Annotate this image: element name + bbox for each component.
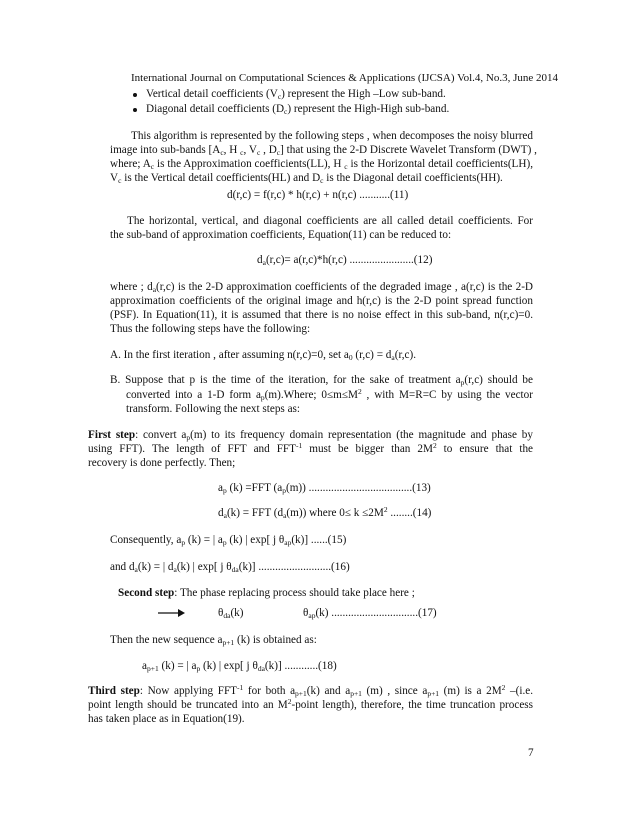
equation-13: $a_p$ (k) =FFT $(a_p(m))$ .....................................(13): [218, 482, 431, 495]
equation-11: d(r,c) = f(r,c) * h(r,c) + n(r,c) ...........(11): [227, 189, 409, 201]
para3-line3: (PSF). In Equation(11), it is assumed that there is no noise effect in this sub-band, n(r,c)=0.: [110, 309, 533, 321]
para1-line3: where; $A_c$ is the Approximation coefficients(LL), H $_c$ is the Horizontal detail coefficients(LH),: [110, 158, 533, 171]
third-step-line2: point length should be truncated into an $M^2$-point length), therefore, the time truncation process: [88, 697, 534, 711]
third-step-line1: Third step: Now applying $FFT^{-1}$ for both $a_{p+1}(k)$ and $a_{p+1}$ (m) , since $a_{p+1}$ (m) is a $2M^2$ –(i.e.: [88, 683, 534, 698]
bullet-dot: [133, 108, 137, 112]
bullet-dot: [133, 93, 137, 97]
first-step-line2: using FFT). The length of FFT and $FFT^{-1}$ must be bigger than $2M^2$ to ensure that the: [88, 441, 534, 455]
equation-16: and $d_a(k)$ = | $d_a(k)$ | exp[ j $\theta_{da}(k)$] ..........................(16): [110, 561, 350, 574]
equation-12: $d_a(r,c)= a(r,c)*h(r,c)$ .......................(12): [257, 254, 433, 267]
equation-15: Consequently, $a_p$ (k) = | $a_p$ (k) | exp[ j $\theta_{ap}(k)$] ......(15): [110, 534, 347, 547]
step-a: A. In the first iteration , after assuming n(r,c)=0, set $a_0$ $(r,c) = d_a(r,c)$.: [110, 349, 417, 362]
equation-17-left: $\theta_{da}(k)$: [218, 607, 244, 620]
bullet-item-diagonal: Diagonal detail coefficients $(D_c)$ represent the High-High sub-band.: [146, 103, 450, 116]
first-step-line1: First step: convert $a_p(m)$ to its frequency domain representation (the magnitude and phase by: [88, 429, 533, 442]
first-step-line3: recovery is done perfectly. Then;: [88, 457, 236, 469]
third-step-line3: has taken place as in Equation(19).: [88, 713, 245, 725]
page-number: 7: [528, 747, 534, 759]
step-b-line2: converted into a 1-D form $a_p(m).Where$; $0\le m\le M^2$ , with M=R=C by using the vector: [126, 387, 533, 402]
equation-14: $d_a(k)$ = FFT $(d_a(m))$ where $0\le k \le 2M^2$ ........(14): [218, 505, 432, 520]
para3-line1: where ; $d_a(r,c)$ is the 2-D approximation coefficients of the degraded image , a(r,c) is the 2-D: [110, 281, 533, 294]
para1-line1: This algorithm is represented by the following steps , when decomposes the noisy blurred: [131, 130, 533, 142]
arrow-icon: [158, 608, 186, 618]
para1-line2: image into sub-bands [$A_c$, H $_c$, $V_c$ , $D_c$] that using the 2-D Discrete Wavelet Transform (DWT) ,: [110, 144, 537, 157]
para2-line1: The horizontal, vertical, and diagonal coefficients are all called detail coefficients. For: [127, 215, 533, 227]
bullet-item-vertical: Vertical detail coefficients $(V_c)$ represent the High –Low sub-band.: [146, 88, 446, 101]
equation-17-right: $\theta_{ap}(k)$ ...............................(17): [303, 607, 437, 620]
step-b-line1: B. Suppose that p is the time of the iteration, for the sake of treatment $a_p(r,c)$ should be: [110, 374, 533, 387]
equation-18: $a_{p+1}$ (k) = | $a_p$ (k) | exp[ j $\theta_{da}(k)$] ............(18): [142, 660, 337, 673]
para2-line2: the sub-band of approximation coefficients, Equation(11) can be reduced to:: [110, 229, 452, 241]
para4: Then the new sequence $a_{p+1}$ (k) is obtained as:: [110, 634, 317, 647]
step-b-line3: transform. Following the next steps as:: [126, 403, 301, 415]
second-step: Second step: The phase replacing process should take place here ;: [118, 587, 415, 599]
journal-header: International Journal on Computational Sciences & Applications (IJCSA) Vol.4, No.3, June 2014: [131, 72, 559, 84]
para3-line2: approximation coefficients of the original image and h(r,c) is the 2-D point spread function: [110, 295, 533, 307]
para1-line4: $V_c$ is the Vertical detail coefficients(HL) and $D_c$ is the Diagonal detail coefficients(HH).: [110, 172, 503, 185]
para3-line4: Thus the following steps have the following:: [110, 323, 311, 335]
